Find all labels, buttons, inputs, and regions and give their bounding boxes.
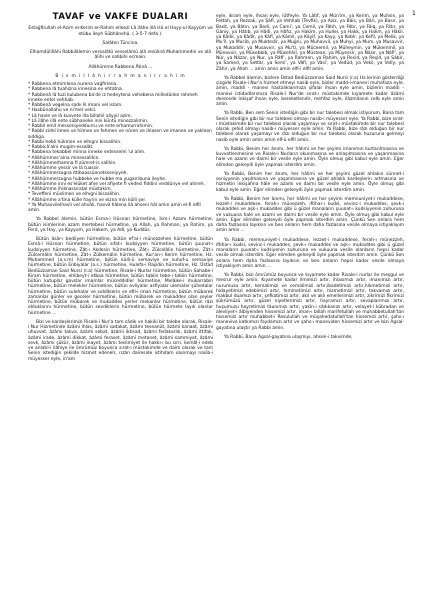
page-number: 1	[412, 10, 416, 17]
allahumme-line: Allâhümme Rabbena Âtinâ ...	[88, 64, 153, 70]
paragraph-guzel-ahlak: Ya Rabbi, Benim her ânımı, her hâlimi ve her şeyimi güzel ahlakın sünnet-i seniyyenin yaşılmasına ve yaşanmasına ve güzel ahlaklı kardeşlerin artmasına ve hizmetin inkişafına hâle ve azami ve daimi bir vesile eyle amin. Öyle olmuş gibi kabul eyle amin. Eğer elimden gelseydi öyle yapmak isterdim amin.	[216, 171, 404, 193]
prayer-line: * Allâhümme inni es'elüket afve vel afiyete fi vedesi fiddini veddünye vel ahireh.	[28, 181, 206, 187]
hamdu-paragraph: Elhamdülillâhi Rabbilâlemin vessalâtü vesselâmü alâ resûlinâ Muhammedin ve alâ âlihi ve sahbihi ecmain.	[29, 50, 212, 61]
prayer-line: * Ya Muhavvilelhavli vel ahvâli, havvil hâlena ilâ ahseni hâl amin amin el-fi elfil amin.	[28, 202, 201, 213]
prayer-line: * Rabbena tekabbel minna inneke entessemi 'ul alim.	[28, 150, 146, 156]
paragraph-imanimin-kurtarilmasi: Ya Rabbi, Benim her ânımı, her hâlimi ve her şeyimi imanımın kurtarılmasına ve kuvvetlenmesine ve Risale-i Nurların okunmasına ve anlaşılmasına ve yaşanmasına hale ve azami ve daimi bir vesile eyle amin. Öyle olmuş gibi kabul eyle amin. Eğer elimden gelseydi öyle yapmak isterdim amin.	[216, 146, 404, 168]
prayer-line: * Rabbena etmimlena nurena vağfirlena.	[28, 82, 118, 87]
right-column	[216, 14, 404, 344]
paragraph-nur-talebesi: Ya Rabbi, Ben sem Senin istediğin gibi bir nur talebesi olmak istiyorum, Bana tam Senin istediğin gibi bir nur talebesi olmayı nasib-i müyesser eyle. Ya Rabbi, bize sırat-ı müstakimde bir nur talebesi olarak yaşamayı ve sırat-ı müstakimde bir nur talebesi olarak şehid olmayı nasib-i müyesser eyle amin. Ya Rabbi, bize râzı olduğun bir nur talebesi olarak yaşamayı ve râzı olduğun bir nur talebesi olarak huzuruna gelmeyi nasib eyle amin amin amin elf-ü elfil amin..	[216, 111, 404, 143]
paragraph-memnuniyet-mukaddese: Ya Rabbi, Benim her ânımı, her hâlimi ve her şeyimi memnuniyet-i mukaddese, lezzet-i mukaddese, ferah-ı münezzeh, iftihar-ı kudsî, sevinc-i mukaddes, şevk-ı mukaddes ve aşk-ı mukaddes gibi ü güzel manaların şuunat-ı kudsiyyenin zuhuruna ve vukuuna hale ve azami ve daimi bir vesile eyle amin. Öyle olmuş gibi kabul eyle amin. Eğer elimden gelseydi öyle yapmak isterdim amin. Çünkü Sen onlara hem daha fazlasına layıksın ve ben onların hem daha fazlasına vesile olmaya istiyaklıyım amin amin ...	[216, 196, 404, 234]
salaten-line: Salâten Tüncina.	[102, 40, 139, 46]
prayer-line: * Rabbena lâ tuahizna innesina ev ehtatna.	[28, 87, 124, 93]
paragraph-esma-continuation: eyle, ikram eyle, ihsan eyle, lütfeyle. Ya Lâtif, ya Mün'im, ya Kerim, ya Muhsin, ya Fettah, ya Rezzak, ya Şâfi, ya Vehhab (Tevfik), ya Aziz, ya Bâis, ya Bâri, ya Basır, ya Basit, ya Bâtın, ya Bedi, ya Cami', ya Cemil, ya Fâtıh, ya Fâtır, ya Fâiq, ya Fâtır, ya Gâniy, ya Hâtıb, ya Hâdi, ya Hâfız, ya Hakim, ya Hullel, ya Hakk, ya Halim, ya Hâkil, ya Kâdir, ya Kâdîr, ya Kâfî, ya Kâmil, ya Kâyif, ya Kayy, ya Kebîr, ya Kefil, ya Melik, ya Mu'îl, ya Mucib, ya Muktedir, ya Muğni, ya Muhavvil, ya Muhyi, ya Mum, ya Musavvir, ya Mukaddir, ya Musavvir, ya Mu'ti, ya Müceemil, ya Müheymin, ya Mükemmil, ya Münevvir, ya Müsebbib, ya Müsehhil, ya Müstean, ya Müyessir, ya Nâsır, ya Nâfi', ya Nûr, ya Nâzar, ya Nur, ya Râfi', ya Rahmen, ya Rahim, ya Recid, ya Reşid, ya Sâbir, ya Samed, ya Settâr, ya Semi', ya Vâfi, ya Vâsi', ya Vedüd, ya Vekil, ya Velîy, ya Zâhir, ya Allah ... amin amin amin elfi-i elfil amin.	[216, 14, 404, 72]
prayer-line: * Allâhümmec'alna minessalihin.	[28, 155, 100, 161]
prayer-line: * Lâ ilâhe illâ ente sübhaneke inni küntü minezzalimin.	[28, 118, 149, 124]
paragraph-agsal-gayat: Ya Rabbi, Bana Agsal-gayatına ulaşmıyı, ahsen-i takvimde,	[224, 334, 353, 340]
prayer-line: * Allâhümmerhamna fi zümret-is salihin.	[28, 160, 117, 166]
prayer-line: * Lâ havle ve lâ kuvvete illa billahil aliyyil azim.	[28, 113, 132, 119]
paragraph-asar-i-bediiyen: Bütün âsâr-ı bediiyen hürmetine, bütün ef'al-i münezzehen hürmetine, bütün Esmâ-i Hüsnan hürmetine, bütün sıfat-ı kudsiyyen hürmetine, bütün şuunat-ı kudsiyyen hürmetine, Zât-ı Akdesin hürmetine, Zât-ı Zülcelâlin hürmetine, Zât-ı Zülcemâlin hürmetine, Zât-ı Zülkemâlin hürmetine, Kur'an-ı Kerim hürmetine, Hz. Muhammed (a.s.m) hürmetine, bütün külli-ü semaviye ve suhuf-u semaviye hürmetine, bütün Enbiyalar (a.s.) hürmetine, Hulefa-i Raşidin hürmetine, Hz. Üstad Bediüzzaman Said Nursi (r.a) hürmetine, Risale-i Nurlar hürmetine, bütün Sahabe-i Kiram hürmetine, ehlibeyt-i etbaa hürmetine, bütün tabiin tebe-i tabiin hürmetine, bütün kutuplar gavslar imamlar müceddidler hürmetine, Melâike-i mukarrabin hürmetine, bütün melekler hürmetine, bütün evliyalar asfiyalar ulemalar şühedalar hürmetine, bütün sulehalar ve sıddiklerin ve efil-i iman hürmetine, bütün mübarek zamanlar günler ve geceler hürmetine, bütün mübarek ve mukaddes olan şeyler hürmetine, bütün mübarek ve mukaddes yerler mekanlar hürmetine, bütün râzı olduklarını hürmetine, bütün sevdiklerin hürmetine, bütün hürmete layık olanlar hürmetine ...	[28, 237, 213, 316]
paragraph-vesile-olmak: Ya Rabbi, memnuniyet-i mukaddese, lezzet-i mukaddese, ferah-ı münezzeh, iftihar-ı kudsi, sevinc-i mukaddes, şevk-ı mukaddes ve aşk-ı mukaddes gibi ü güzel manaların şuunat-ı kudsiyenin zuhuruna ve vukuuna vesile olanların hepsi kadar vesile olmak isterdim. Eğer elimden gelseydi öyle yapmak isterdim amin. Çünkü Sen onlara hem daha fazlasına layıksın ve ben onların hepsi kadar vesile olmaya istiyaklıyım amin amin ...	[216, 237, 404, 269]
intro-paragraph: Estağfirullah el-Azim el-Kerim er-Rahim elleezi Lâ ilâhe illâ Hû el Hayy-ul Kayyûm ve etûbu ileyh Sübhânehû. ( 3-5-7 defa ).	[28, 26, 213, 37]
prayer-line: * Allâhümme ihdinassıratal müstakim.	[28, 187, 112, 192]
prayer-line: * Allâhümmerzugna ittibaassünnetsseniyyeh.	[28, 171, 128, 177]
prayer-line: * Hasbünallahu ve ni'mel vekil.	[28, 108, 97, 114]
besmele-line: B i s m i l l â h i r r a h m a n i r r a h i m	[55, 73, 186, 79]
prayer-line: * Rabbenâ vegelna sadıı lil imani vel islam.	[28, 103, 123, 108]
document-title: TAVAF ve VAKFE DUALARI	[52, 12, 189, 22]
prayer-line: * Rabbicâ'alni mugim-essalât.	[28, 145, 94, 150]
prayer-list	[28, 82, 213, 213]
paragraph-omrumuz-boyunca: Ya Rabbi, bizi ömrümüz boyunca ve kıyamete kadar Risale-i nurlar ile meşgul ve mesrur eyle amin. Kıyamete kadar ilmimizi artır, ihlasımızı artır, imanımızı artır, nurumuzu artır, kemalimizi ve cemalimizi artır,ibadetimizi artır,hikmetimizi artır, hidayetimizi edebimizi artır, himmetimizi artır, hizmetimizi artır, takvamızı artır, makbul duamızı artır, şefkatimizi artır, akıl ve aklı emellerimizi artır, zikrimizi fikrimizi şükrümüzü artır, güzel niyetlerimizi artır, hayramızı artır, sevaplarımızı artır, huşumuzu hayretimizi tâunımızı artır, yakîn-i sâdıkanızı artır, velayet-i kübradan ve alevliyet-i âlbiyenden hissemizi artır, iman-ı billah marifetullah ve muhabbetullah'tan hissemizi artır muhabbet-i Resulullah ve müşahedatullah'tan hissemizi artır, şahs-ı manevive katkımızı faydamızı artır ve şahs-ı maneviden hissemizi artır ve bizi Agsal-gayatına ulaştır ya Rabbi amin.	[216, 273, 404, 331]
paragraph-ya-rabbel-alemin: Ya Rabbel âlemin, bütün Esma-i Hüsnan hürmetine, İsm-i Azamı hürmetine, bütün isimlerinin azam mertebesi hürmetine, ya Allah, ya Rahman, ya Rahim, ya Ferd, ya Hay, ya Kayyum, ya Hakem, ya Adl, ya Kuddüs.	[28, 217, 213, 233]
prayer-line: * Rabbi hebli hükmen ve elhıgni bissalihin.	[28, 139, 122, 145]
prayer-line: * Allâhümmerzugna hubbeke ve hubbe ma yugarribuna ileyhe.	[28, 176, 167, 182]
prayer-line: * Allâhümme a'tina külle hayrin ve eizna min külli şer.	[28, 197, 147, 203]
prayer-line: * Rabbenâ lâ tuzi kulubena ba'de iz hedeytena vehebena milledünke rahmeh inneke entel vehhab.	[28, 92, 198, 103]
prayer-line: * Allâhümme yessir ve lâ tuassir.	[28, 166, 101, 171]
paragraph-bizi-ve-kardeslerimizi: Bizi ve kardeşlerimizi Risale-i Nur'a tam sâdık ve hakiki bir talebe olarak, Risale-i Nur Hizmetinde âzâmi ihlas, âzâmi sadakat, âzâmi teseanüt, âzâmi kanaat, âzâmi uhuvvet, âzâmi takva, âzâmi sebat, âzâmi iktisad, âzâmi fedakarlık, âzâmi ittifak, âzâmi irade, âzâmi dikkat, âzâmi feraset, âzâmi metanet, âzâmi sammiyet, âzâmi sevk, âzâmi şükür, âzâmi inayet, âzâmi teslimiyet ile hakkı-ı bu sırrı, kemâl-i edeb ve anlatıl-i ilâhiye ile ömrümüz boyunca sırat-ı müstakimde ve daim olarak ve tam Senin istediğin şekilde hizmet edenelr, rızân daireside istihdam olunmayı nasib-i müyesser eyle, in'am	[28, 319, 213, 362]
prayer-line: * Rabbi zidnî ilmen ve hilmen ve fehmen ve nûren ve ihlasen ve imanen ve yakînen sıddiga.	[28, 129, 212, 140]
paragraph-risale-i-nur-hizmet: Ya Rabbel âlemin, bizlere Üstad Bediüzzaman Said Nursi (r.a) Hz.lerinin gösterdiği çizgide Risale-i Nur'a hizmet etmeyi nasib eyle, bizler madd-i-manevi muhafaza eyle, amin, maddi - manevi hastalıklarımıza şifalar ihsan eyle amin, bizlerin maddi - manevi istidadlarımıza Risale-i Nur'de sırat-ı müstakimde kıyamete kadar âzâmi derecede inkişaf ihsan eyle, bereketlendir, mehfaz eyle, ilâzmilanın celb eyle amin amin.	[216, 75, 404, 107]
left-column	[28, 14, 213, 366]
prayer-line: * Teveffeni müslimen ve elhıgni bissalihin.	[28, 192, 121, 198]
prayer-line: * Rabbil emil messeniyedduırru ve ente erhamurrahimin.	[28, 124, 154, 129]
